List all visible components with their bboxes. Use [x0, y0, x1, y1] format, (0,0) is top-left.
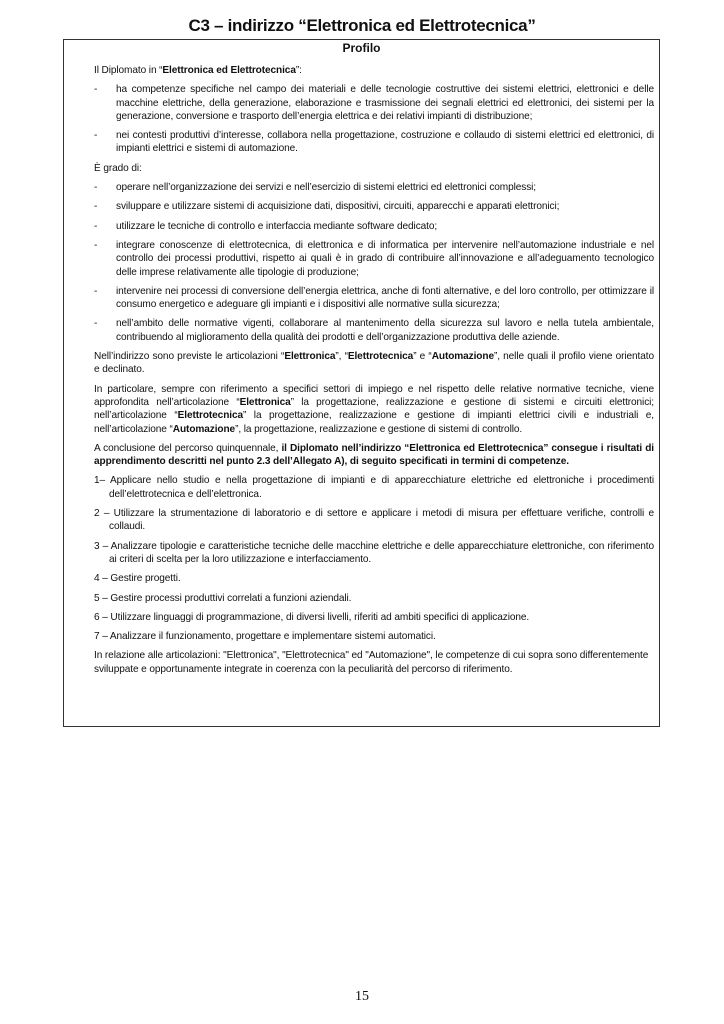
bullet-dash: -: [94, 285, 98, 297]
text-run: ” la progettazione, realizzazione e gestione di sistemi e circuiti elettronici; nell’articolazione “: [94, 396, 654, 422]
grado-bullet: [94, 317, 654, 344]
bold-run: Elettrotecnica: [177, 410, 243, 422]
conclusione-paragraph: [94, 442, 654, 469]
grado-label: È grado di:: [94, 162, 142, 174]
bold-run: Automazione: [431, 351, 494, 363]
page-title: C3 – indirizzo “Elettronica ed Elettrotecnica”: [188, 16, 536, 35]
relazione-paragraph: In relazione alle articolazioni: "Elettronica", "Elettrotecnica" ed "Automazione", le competenze di cui sopra sono differentemente sviluppate e opportunamente integrate in coerenza con la peculiarità del percorso di riferimento.: [94, 650, 649, 675]
text-run: ”, la progettazione, realizzazione e gestione di sistemi di controllo.: [235, 423, 523, 435]
bullet-text: utilizzare le tecniche di controllo e interfaccia mediante software dedicato;: [116, 220, 438, 232]
text-run: ”, “: [335, 351, 348, 363]
text-run: A conclusione del percorso quinquennale,: [94, 442, 282, 454]
bold-run: Elettrotecnica: [347, 351, 414, 363]
text-run: Nell’indirizzo sono previste le articolazioni “: [94, 351, 285, 363]
competenza-item: 5 – Gestire processi produttivi correlati a funzioni aziendali.: [94, 592, 352, 604]
intro-bold: Elettronica ed Elettrotecnica: [162, 65, 296, 76]
bold-run: Elettronica: [284, 351, 336, 363]
bold-run: Automazione: [172, 423, 236, 435]
bold-run: Elettronica: [239, 396, 291, 408]
competenza-item: 1– Applicare nello studio e nella progettazione di impianti e di apparecchiature elettriche ed elettroniche i procedimenti dell’elettrotecnica e dell’elettronica.: [94, 475, 654, 500]
intro-text: Il Diplomato in “: [94, 65, 163, 76]
bullet-dash: -: [94, 84, 98, 96]
intro-paragraph: [94, 64, 654, 77]
intro-text-end: ”:: [295, 65, 302, 76]
grado-bullet: [94, 200, 654, 213]
bullet-text: ha competenze specifiche nel campo dei materiali e delle tecnologie costruttive dei sistemi elettrici, elettronici e delle macchine elettriche, della generazione, elaborazione e trasmissione dei segnali elettrici ed elettronici, dei sistemi per la generazione, conversione e trasporto dell’energia elettrica e dei relativi impianti di distribuzione;: [116, 84, 654, 122]
profile-box: [63, 39, 660, 727]
grado-bullet: [94, 220, 654, 233]
bullet-text: sviluppare e utilizzare sistemi di acquisizione dati, dispositivi, circuiti, apparecchi e apparati elettronici;: [116, 201, 560, 213]
bullet-dash: -: [94, 182, 98, 194]
competenza-item: 3 – Analizzare tipologie e caratteristiche tecniche delle macchine elettriche e delle apparecchiature elettroniche, con riferimento ai criteri di scelta per la loro utilizzazione e interfacciamento.: [94, 540, 654, 565]
bullet-text: nell’ambito delle normative vigenti, collaborare al mantenimento della sicurezza sul lavoro e nella tutela ambientale, contribuendo al miglioramento della qualità dei prodotti e dell’organizzazione produttiva delle aziende.: [116, 318, 654, 343]
text-run: ” e “: [413, 351, 432, 363]
bullet-dash: -: [94, 130, 98, 142]
competenza-item: 4 – Gestire progetti.: [94, 573, 181, 585]
box-header: Profilo: [342, 41, 381, 55]
competenza-item: 6 – Utilizzare linguaggi di programmazione, di diversi livelli, riferiti ad ambiti specifici di applicazione.: [94, 611, 530, 623]
bold-run: il Diplomato nell’indirizzo “Elettronica ed Elettrotecnica” consegue i risultati di apprendimento descritti nel punto 2.3 dell’Allegato A), di seguito specificati in termini di competenze.: [94, 442, 654, 468]
competenza-item: 7 – Analizzare il funzionamento, progettare e implementare sistemi automatici.: [94, 631, 436, 643]
bullet-dash: -: [94, 318, 98, 330]
bullet-text: operare nell’organizzazione dei servizi e nell’esercizio di sistemi elettrici ed elettronici complessi;: [116, 182, 536, 194]
articolazioni-paragraph: [94, 350, 654, 377]
bullet-dash: -: [94, 201, 98, 213]
bullet-text: intervenire nei processi di conversione dell’energia elettrica, anche di fonti alternative, e del loro controllo, per ottimizzare il consumo energetico e adeguare gli impianti e i dispositivi alle normative sulla sicurezza;: [116, 285, 654, 311]
grado-bullet: [94, 239, 654, 279]
profile-bullet: [94, 83, 654, 123]
bullet-dash: -: [94, 239, 98, 251]
profile-content: [64, 58, 659, 676]
text-run: ”, nelle quali il profilo viene orientato e declinato.: [94, 351, 654, 376]
competenza-item: 2 – Utilizzare la strumentazione di laboratorio e di settore e applicare i metodi di misura per effettuare verifiche, controlli e collaudi.: [94, 508, 654, 533]
bullet-text: integrare conoscenze di elettrotecnica, di elettronica e di informatica per intervenire nell’automazione industriale e nel controllo dei processi produttivi, rispetto ai quali è in grado di contribuire all’innovazione e all’adeguamento tecnologico delle imprese relativamente alle tipologie di produzione;: [116, 239, 654, 278]
text-run: In particolare, sempre con riferimento a specifici settori di impiego e nel rispetto delle relative normative tecniche, viene approfondita nell’articolazione “: [94, 383, 654, 408]
profile-bullet: [94, 129, 654, 156]
text-run: ” la progettazione, realizzazione e gestione di impianti elettrici civili e industriali e, nell’articolazione “: [94, 410, 654, 435]
particolare-paragraph: [94, 383, 654, 436]
grado-bullet: [94, 285, 654, 312]
bullet-dash: -: [94, 220, 98, 232]
bullet-text: nei contesti produttivi d’interesse, collabora nella progettazione, costruzione e collaudo di sistemi elettrici ed elettronici, di impianti elettrici e sistemi di automazione.: [116, 130, 654, 155]
page-number: 15: [355, 989, 369, 1004]
grado-bullet: [94, 181, 654, 194]
